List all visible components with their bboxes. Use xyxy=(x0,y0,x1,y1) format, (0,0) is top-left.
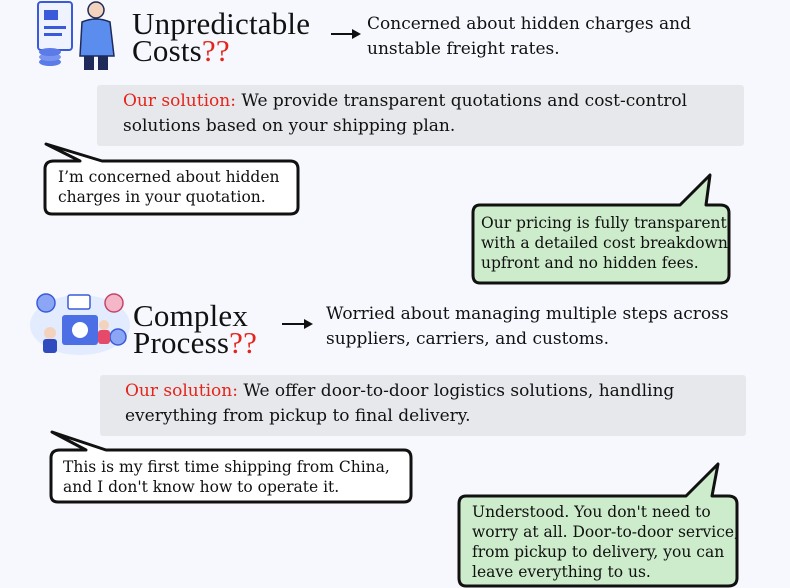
customer-speech-bubble xyxy=(46,429,416,506)
section-complex-process xyxy=(0,283,790,588)
person-with-coins-illustration xyxy=(30,0,126,72)
solution-box: Our solution: We offer door-to-door logistics solutions, handling everything from pickup to final delivery. xyxy=(100,375,746,436)
title-line-1: Complex xyxy=(133,298,249,333)
reply-speech-bubble xyxy=(456,461,744,588)
reply-message: Our pricing is fully transparent, with a detailed cost breakdown upfront and no hidden fees. xyxy=(481,214,732,272)
solution-box: Our solution: We provide transparent quotations and cost-control solutions based on your shipping plan. xyxy=(97,85,744,146)
reply-speech-bubble xyxy=(470,172,736,286)
section-title xyxy=(133,298,258,360)
customer-message: I’m concerned about hidden charges in your quotation. xyxy=(58,168,280,206)
title-line-1: Unpredictable xyxy=(132,6,311,41)
title-line-2: Process?? xyxy=(133,325,258,360)
solution-label: Our solution: xyxy=(125,381,238,401)
concern-text: Concerned about hidden charges and unstable freight rates. xyxy=(367,14,691,59)
section-title xyxy=(132,6,311,68)
customer-speech-bubble xyxy=(40,141,302,218)
customer-message: This is my first time shipping from China, and I don't know how to operate it. xyxy=(63,458,390,496)
solution-label: Our solution: xyxy=(123,91,236,111)
right-arrow-icon xyxy=(330,26,362,40)
title-question-marks: ?? xyxy=(201,33,230,68)
title-line-2: Costs?? xyxy=(132,33,230,68)
title-question-marks: ?? xyxy=(229,325,258,360)
concern-text: Worried about managing multiple steps across suppliers, carriers, and customs. xyxy=(326,304,729,349)
right-arrow-icon xyxy=(281,316,314,330)
section-unpredictable-costs xyxy=(0,0,790,290)
team-workflow-illustration xyxy=(28,289,132,357)
reply-message: Understood. You don't need to worry at all. Door-to-door service, from pickup to delivery, you can leave everything to us. xyxy=(472,503,739,581)
